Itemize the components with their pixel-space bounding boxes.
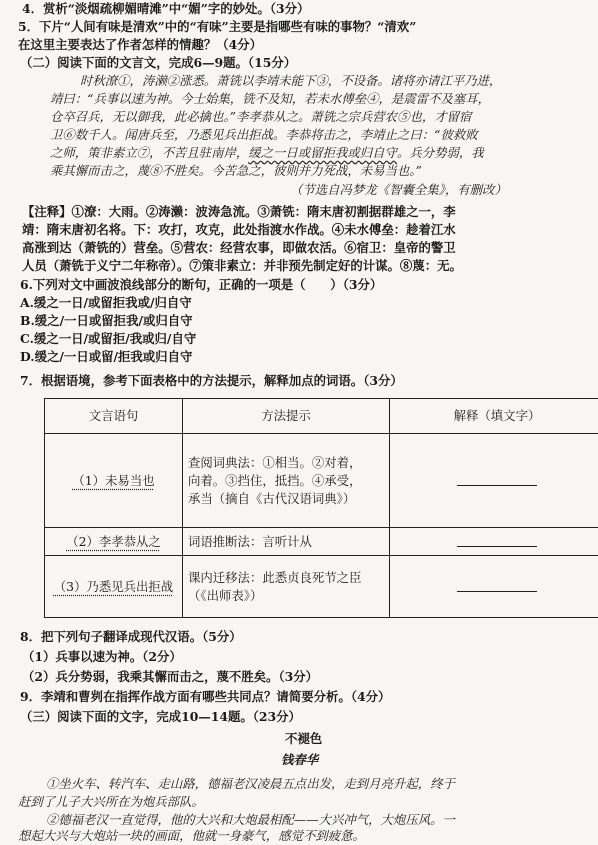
passage-line <box>50 144 484 162</box>
passage-text: 之师，策非素立⑦，不苦且驻南岸， <box>50 145 248 160</box>
method-hint-line: 向着。③挡住，抵挡。④承受， <box>188 472 384 490</box>
table-cell <box>45 528 183 556</box>
section-2-heading: （二）阅读下面的文言文，完成6—9题。（15分） <box>20 54 296 72</box>
passage-source: （节选自冯梦龙《智囊全集》，有删改） <box>290 181 507 199</box>
phrase-with-dotted-word: （1）未易当也 <box>72 473 154 488</box>
table-cell <box>45 556 183 618</box>
story-line: 赶到了儿子大兴所在为炮兵部队。 <box>18 793 204 811</box>
notes-line: 【注释】①潦：大雨。②涛濑：波涛急流。③萧铣：隋末唐初割据群雄之一，李 <box>22 203 456 221</box>
passage-line: 卫⑥数千人。闻唐兵至，乃悉见兵出拒战。李恭将击之，李靖止之曰：“彼救败 <box>50 126 478 144</box>
phrase-with-dotted-word: （3）乃悉见兵出拒战 <box>54 579 173 594</box>
table-header: 解释（填文字） <box>390 399 598 434</box>
story-title: 不褪色 <box>285 730 322 748</box>
question-9: 9．李靖和曹刿在指挥作战方面有哪些共同点？请简要分析。（4分） <box>20 688 390 706</box>
question-8: 8．把下列句子翻译成现代汉语。（5分） <box>20 628 242 646</box>
method-hint-line: 查阅词典法：①相当。②对着， <box>188 454 384 472</box>
wavy-underlined-sentence: 缓之一日或留拒我或归自守 <box>248 145 397 160</box>
answer-cell[interactable] <box>390 556 598 618</box>
section-3-heading: （三）阅读下面的文字，完成10—14题。（23分） <box>20 708 301 726</box>
answer-blank[interactable] <box>457 577 537 592</box>
passage-line: 仓卒召兵，无以御我，此必擒也。”李孝恭从之。萧铣之宗兵营农⑤也，才留宿 <box>50 108 471 126</box>
method-hint-line: 承当（摘自《古代汉语词典》） <box>188 490 384 508</box>
method-hint-line: 课内迁移法：此悉贞良死节之臣 <box>188 569 384 587</box>
question-4: 4．赏析“淡烟疏柳媚晴滩”中“媚”字的妙处。（3分） <box>22 0 309 18</box>
option-d: D.缓之/一日或留/拒我或归自守 <box>20 348 192 366</box>
passage-line: 靖曰：“兵事以速为神。今士始集，铣不及知，若未水傅垒④，是震雷不及塞耳， <box>50 90 490 108</box>
question-6: 6.下列对文中画波浪线部分的断句，正确的一项是（ ）（3分） <box>20 276 382 294</box>
passage-line: 时秋潦①，涛濑②涨悉。萧铣以李靖未能下③，不设备。诸将亦请江平乃进， <box>80 72 501 90</box>
option-b: B.缓之/一日或留拒我/或归自守 <box>20 312 193 330</box>
method-table <box>44 398 598 618</box>
table-header: 方法提示 <box>183 399 390 434</box>
story-line: ②德福老汉一直觉得，他的大兴和大炮最相配——大兴冲气，大炮压风。一 <box>46 811 455 829</box>
option-a: A.缓之一日/或留拒我或/归自守 <box>20 294 192 312</box>
answer-cell[interactable] <box>390 528 598 556</box>
table-cell <box>183 434 390 528</box>
passage-line: 乘其懈而击之，蔑⑧不胜矣。今苦急之，彼则并力死战，未易当也。” <box>50 162 422 180</box>
answer-blank[interactable] <box>457 532 537 547</box>
question-8-1: （1）兵事以速为神。（2分） <box>22 648 182 666</box>
option-c: C.缓之一日/或留拒/我或归/自守 <box>20 330 196 348</box>
table-header: 文言语句 <box>45 399 183 434</box>
story-line: ①坐火车、转汽车、走山路，德福老汉凌晨五点出发，走到月亮升起，终于 <box>46 775 455 793</box>
question-5: 5．下片“人间有味是清欢”中的“有味”主要是指哪些有味的事物？“清欢” <box>18 18 416 36</box>
answer-cell[interactable] <box>390 434 598 528</box>
notes-line: 高涨到达（萧铣的）营垒。⑤营农：经营农事，即做农活。⑥宿卫：皇帝的警卫 <box>22 239 456 257</box>
answer-blank[interactable] <box>457 471 537 486</box>
passage-text: 。兵分势弱，我 <box>397 145 484 160</box>
story-line: 想起大兴与大炮站一块的画面，他就一身豪气，感觉不到疲惫。 <box>18 827 365 845</box>
question-8-2: （2）兵分势弱，我乘其懈而击之，蔑不胜矣。（3分） <box>22 668 318 686</box>
story-author: 钱春华 <box>281 751 318 769</box>
table-cell <box>183 556 390 618</box>
notes-line: 人员（萧铣于义宁二年称帝）。⑦策非素立：并非预先制定好的计谋。⑧蔑：无。 <box>22 257 462 275</box>
table-cell: 词语推断法：言听计从 <box>183 528 390 556</box>
question-5-cont: 在这里主要表达了作者怎样的情趣？（4分） <box>18 36 262 54</box>
method-hint-line: （《出师表》） <box>188 587 384 605</box>
question-7: 7．根据语境，参考下面表格中的方法提示，解释加点的词语。（3分） <box>20 372 403 390</box>
table-cell <box>45 434 183 528</box>
phrase-with-dotted-word: （2）李孝恭从之 <box>66 534 161 549</box>
notes-line: 靖：隋末唐初名将。下：攻打，攻克，此处指渡水作战。④未水傅垒：趁着江水 <box>22 221 456 239</box>
